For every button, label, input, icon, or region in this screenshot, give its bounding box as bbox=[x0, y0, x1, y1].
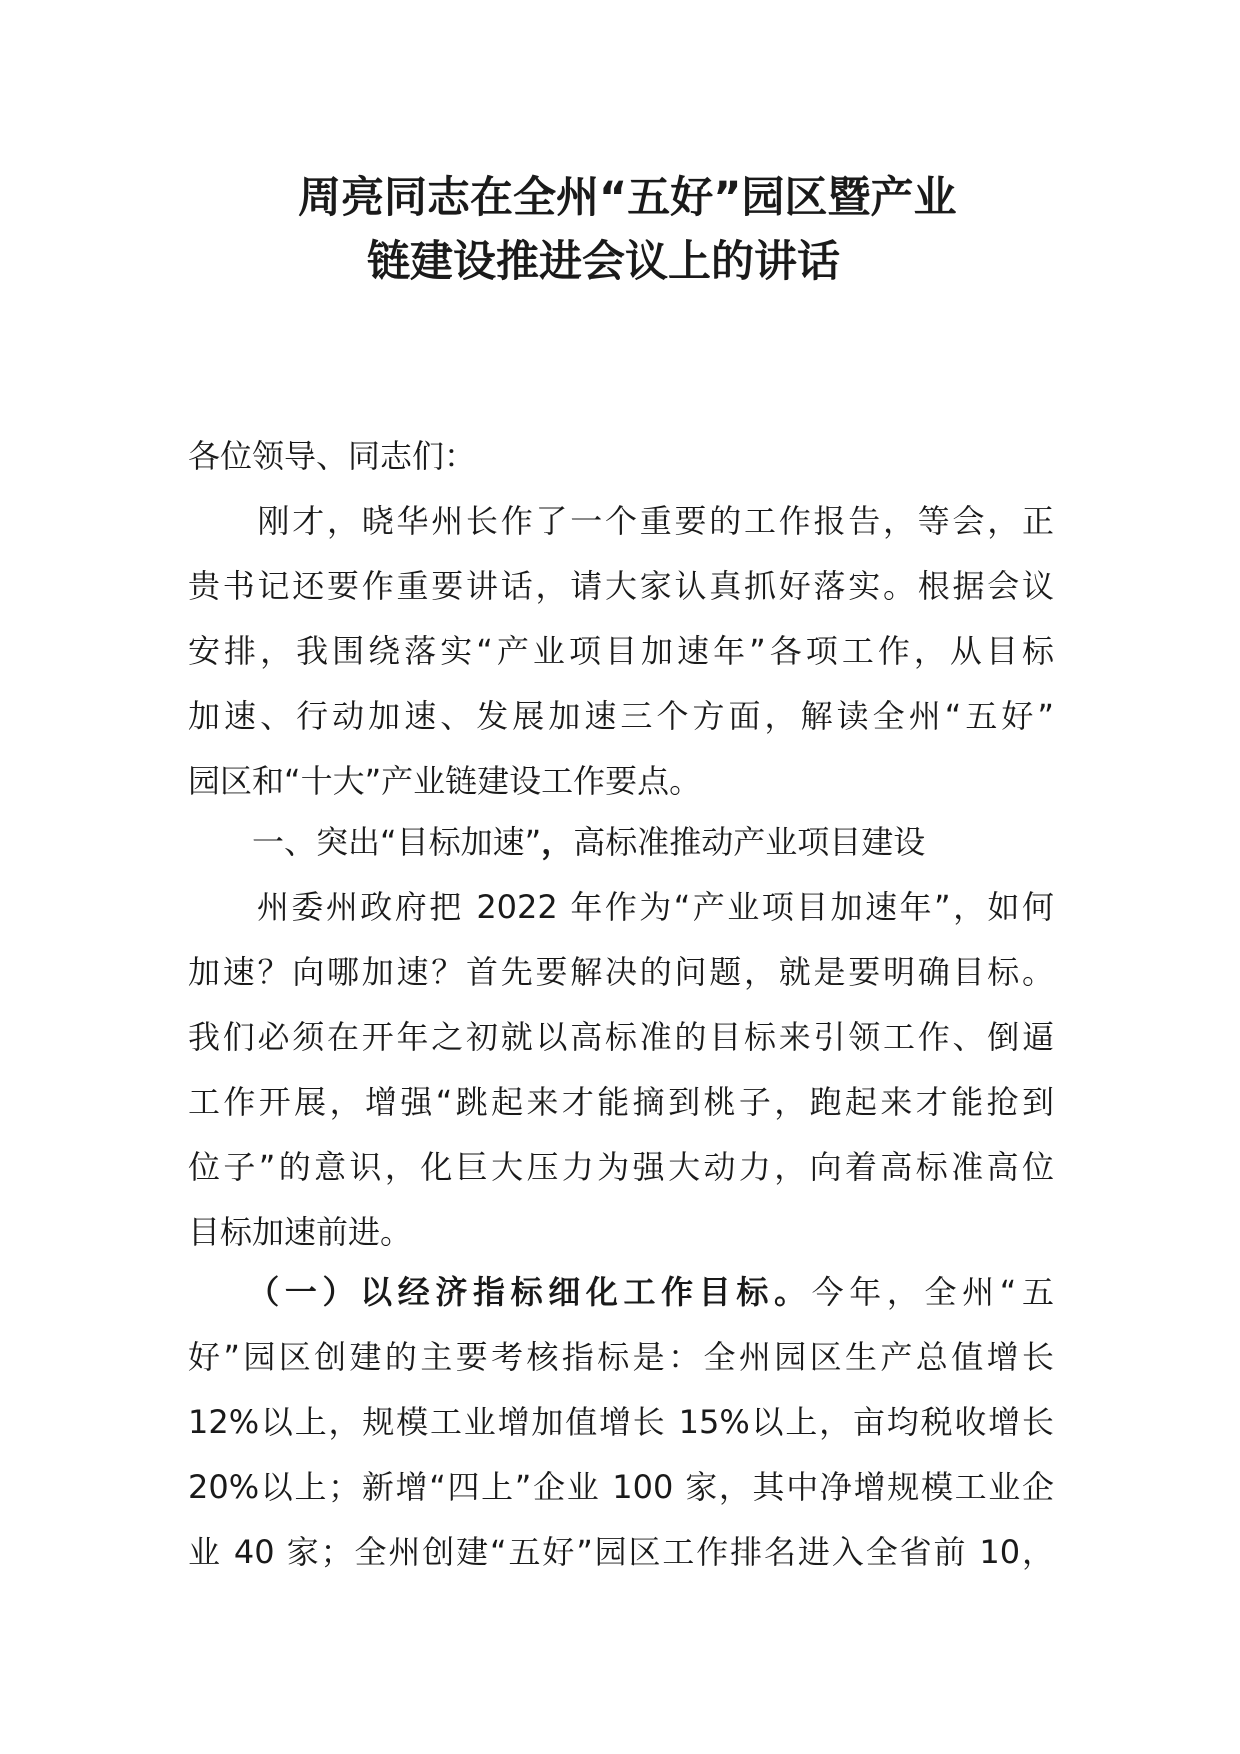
salutation: 各位领导、同志们： bbox=[188, 437, 477, 475]
paragraph-line-rest: 今年，全州“五 bbox=[811, 1273, 1054, 1311]
section-heading-comma: ， bbox=[541, 823, 574, 861]
paragraph-line: 园区和“十大”产业链建设工作要点。 bbox=[188, 762, 702, 800]
paragraph-line: 12%以上，规模工业增加值增长 15%以上，亩均税收增长 bbox=[188, 1403, 1054, 1441]
paragraph-line: 加速、行动加速、发展加速三个方面，解读全州“五好” bbox=[188, 697, 1054, 735]
section-heading-prefix: 一、突出“目标加速” bbox=[252, 823, 542, 861]
paragraph-line: 目标加速前进。 bbox=[188, 1213, 413, 1251]
section-heading-1 bbox=[252, 810, 925, 875]
paragraph-line: 20%以上；新增“四上”企业 100 家，其中净增规模工业企 bbox=[188, 1468, 1054, 1506]
paragraph-line: 贵书记还要作重要讲话，请大家认真抓好落实。根据会议 bbox=[188, 567, 1054, 605]
paragraph-line: 安排，我围绕落实“产业项目加速年”各项工作，从目标 bbox=[188, 632, 1054, 670]
paragraph-indicators bbox=[188, 1260, 1054, 1585]
document-title-line-1: 周亮同志在全州“五好”园区暨产业 bbox=[298, 173, 957, 223]
paragraph-line: 州委州政府把 2022 年作为“产业项目加速年”，如何 bbox=[188, 888, 1054, 926]
subheading-bold-lead: （一）以经济指标细化工作目标。 bbox=[188, 1273, 812, 1311]
paragraph-line: 位子”的意识，化巨大压力为强大动力，向着高标准高位 bbox=[188, 1148, 1054, 1186]
paragraph-target bbox=[188, 875, 1054, 1265]
paragraph-line bbox=[188, 1260, 1054, 1325]
paragraph-line: 我们必须在开年之初就以高标准的目标来引领工作、倒逼 bbox=[188, 1018, 1054, 1056]
paragraph-line: 刚才，晓华州长作了一个重要的工作报告，等会，正 bbox=[188, 502, 1054, 540]
paragraph-line: 加速？向哪加速？首先要解决的问题，就是要明确目标。 bbox=[188, 953, 1054, 991]
document-title-line-2: 链建设推进会议上的讲话 bbox=[367, 237, 840, 287]
paragraph-line: 工作开展，增强“跳起来才能摘到桃子，跑起来才能抢到 bbox=[188, 1083, 1054, 1121]
paragraph-line: 业 40 家；全州创建“五好”园区工作排名进入全省前 10， bbox=[188, 1533, 1054, 1571]
paragraph-opening bbox=[188, 489, 1054, 814]
section-heading-suffix: 高标准推动产业项目建设 bbox=[573, 823, 926, 861]
paragraph-line: 好”园区创建的主要考核指标是：全州园区生产总值增长 bbox=[188, 1338, 1054, 1376]
